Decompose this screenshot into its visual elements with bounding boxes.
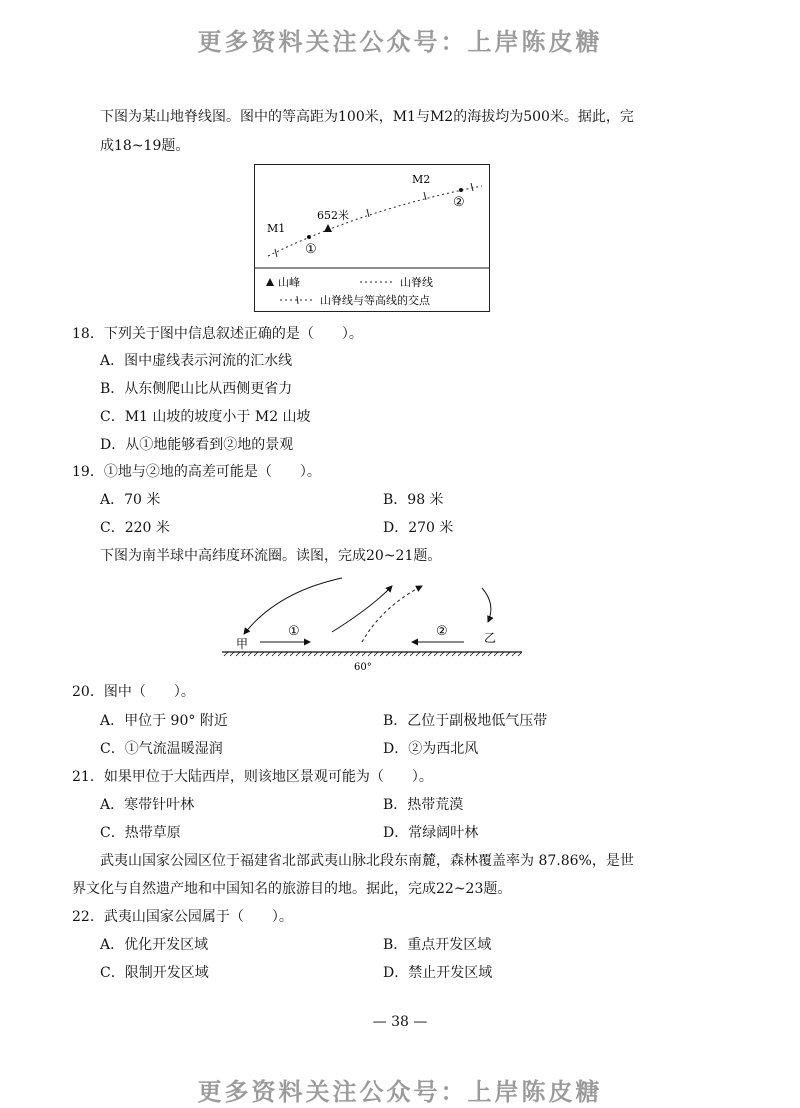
q21-option-c: C．热带草原 bbox=[100, 825, 181, 841]
label-m2: M2 bbox=[412, 173, 431, 186]
q19-option-a: A．70 米 bbox=[100, 492, 161, 508]
label-m1: M1 bbox=[267, 222, 286, 235]
circulation-svg bbox=[222, 572, 522, 674]
intro-22-23-line1: 武夷山国家公园区位于福建省北部武夷山脉北段东南麓，森林覆盖率为 87.86%，是世 bbox=[100, 853, 634, 869]
legend-peak-icon bbox=[266, 278, 274, 286]
legend-intersection: 山脊线与等高线的交点 bbox=[320, 294, 430, 307]
watermark-bottom: 更多资料关注公众号：上岸陈皮糖 bbox=[197, 1078, 603, 1106]
legend-intersection-tick bbox=[297, 296, 298, 304]
q22-option-a: A．优化开发区域 bbox=[100, 937, 209, 953]
q19-stem: 19．①地与②地的高差可能是（ ）。 bbox=[72, 464, 321, 480]
arrow-descending-right bbox=[482, 588, 491, 622]
label-point2: ② bbox=[453, 195, 465, 210]
intersection-tick bbox=[367, 209, 369, 217]
label-circle1: ① bbox=[288, 624, 300, 639]
q18-stem: 18．下列关于图中信息叙述正确的是（ ）。 bbox=[72, 326, 363, 342]
label-jia: 甲 bbox=[236, 637, 249, 651]
q22-option-c: C．限制开发区域 bbox=[100, 965, 209, 981]
q19-option-d: D．270 米 bbox=[383, 520, 454, 536]
q18-option-a: A．图中虚线表示河流的汇水线 bbox=[100, 353, 293, 369]
ridge-line bbox=[268, 186, 482, 256]
q18-option-b: B．从东侧爬山比从西侧更省力 bbox=[100, 381, 293, 397]
q22-stem: 22．武夷山国家公园属于（ ）。 bbox=[72, 909, 293, 925]
q20-stem: 20．图中（ ）。 bbox=[72, 684, 195, 700]
intro-22-23-line2: 界文化与自然遗产地和中国知名的旅游目的地。据此，完成22~23题。 bbox=[72, 881, 512, 897]
q18-option-c: C．M1 山坡的坡度小于 M2 山坡 bbox=[100, 409, 311, 425]
peak-triangle-icon bbox=[324, 224, 332, 232]
label-latitude: 60° bbox=[354, 662, 372, 673]
q21-stem: 21．如果甲位于大陆西岸，则该地区景观可能为（ ）。 bbox=[72, 769, 433, 785]
q21-option-a: A．寒带针叶林 bbox=[100, 797, 195, 813]
q19-option-b: B．98 米 bbox=[383, 492, 444, 508]
q20-option-c: C．①气流温暖湿润 bbox=[100, 741, 223, 757]
label-point1: ① bbox=[305, 242, 317, 257]
point1-dot bbox=[307, 235, 311, 239]
q19-option-c: C．220 米 bbox=[100, 520, 170, 536]
intro-18-19-line1: 下图为某山地脊线图。图中的等高距为100米，M1与M2的海拔均为500米。据此，完 bbox=[100, 109, 634, 125]
arrow-rising-dashed bbox=[362, 586, 422, 642]
label-circle2: ② bbox=[436, 624, 448, 639]
label-yi: 乙 bbox=[484, 631, 497, 645]
circulation-figure bbox=[222, 572, 522, 678]
q20-option-d: D．②为西北风 bbox=[383, 741, 479, 757]
q21-option-b: B．热带荒漠 bbox=[383, 797, 464, 813]
intro-18-19-line2: 成18~19题。 bbox=[100, 138, 190, 154]
watermark-top: 更多资料关注公众号：上岸陈皮糖 bbox=[197, 28, 603, 56]
q18-option-d: D．从①地能够看到②地的景观 bbox=[100, 437, 294, 453]
intersection-tick bbox=[471, 183, 473, 191]
label-peak-height: 652米 bbox=[317, 209, 349, 222]
q22-option-d: D．禁止开发区域 bbox=[383, 965, 493, 981]
q21-option-d: D．常绿阔叶林 bbox=[383, 825, 479, 841]
point2-dot bbox=[459, 188, 463, 192]
q22-option-b: B．重点开发区域 bbox=[383, 937, 492, 953]
q20-option-a: A．甲位于 90° 附近 bbox=[100, 713, 228, 729]
arrow-rising-solid bbox=[332, 586, 392, 632]
ridge-line-figure bbox=[254, 164, 490, 316]
ridge-line-svg bbox=[254, 164, 490, 312]
q20-option-b: B．乙位于副极地低气压带 bbox=[383, 713, 548, 729]
intersection-tick bbox=[275, 249, 277, 257]
legend-peak: 山峰 bbox=[278, 276, 300, 289]
intro-20-21: 下图为南半球中高纬度环流圈。读图，完成20~21题。 bbox=[100, 548, 442, 564]
legend-ridge: 山脊线 bbox=[400, 276, 433, 289]
page-number: — 38 — bbox=[372, 1014, 428, 1030]
